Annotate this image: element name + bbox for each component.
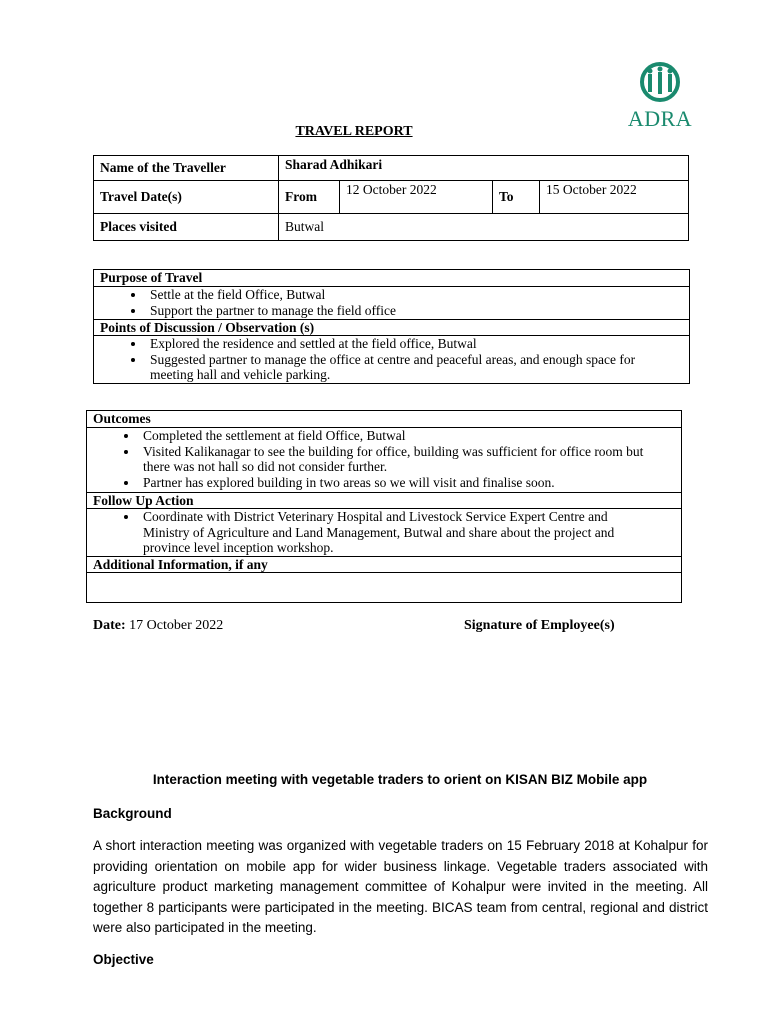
discussion-list-cell: [94, 336, 689, 384]
date-value: 17 October 2022: [129, 618, 224, 633]
adra-logo: [626, 62, 694, 132]
name-label: Name of the Traveller: [94, 156, 279, 181]
additional-value-cell: [87, 573, 681, 603]
adra-emblem-icon: [626, 62, 694, 106]
objective-heading: Objective: [93, 952, 154, 967]
page-title: TRAVEL REPORT: [295, 124, 413, 139]
background-heading: Background: [93, 806, 172, 821]
followup-heading: Follow Up Action: [87, 493, 681, 509]
followup-list-cell: [87, 509, 681, 557]
purpose-heading: Purpose of Travel: [94, 270, 689, 287]
background-paragraph: A short interaction meeting was organized with vegetable traders on 15 February 2018 at Kohalpur for providing orientation on mobile app for wider business linkage. Vegetable traders associated with agriculture product marketing management committee of Kohalpur were invited in the meeting. All together 8 participants were participated in the meeting. BICAS team from central, regional and district were also participated in the meeting.: [93, 838, 708, 935]
to-value: 15 October 2022: [540, 181, 689, 214]
traveller-table: [93, 155, 689, 241]
list-item: • Coordinate with District Veterinary Hospital and Livestock Service Expert Centre and Ministry of Agriculture and Land Management, Butwal and share about the project and province level inception workshop.: [139, 509, 681, 556]
list-item: • Settle at the field Office, Butwal: [146, 287, 689, 303]
name-value: Sharad Adhikari: [279, 156, 689, 181]
from-value: 12 October 2022: [340, 181, 493, 214]
list-item: • Partner has explored building in two areas so we will visit and finalise soon.: [139, 475, 681, 491]
date-label: Date:: [93, 618, 126, 633]
purpose-discussion-box: [93, 269, 690, 384]
purpose-list-cell: [94, 287, 689, 320]
report-date: [93, 618, 223, 634]
outcomes-heading: Outcomes: [87, 411, 681, 428]
purpose-list: [94, 287, 689, 318]
places-label: Places visited: [94, 214, 279, 241]
places-value: Butwal: [279, 214, 689, 241]
signature-label: Signature of Employee(s): [464, 618, 615, 633]
discussion-heading: Points of Discussion / Observation (s): [94, 320, 689, 336]
list-item: • Suggested partner to manage the office at centre and peaceful areas, and enough space for meeting hall and vehicle parking.: [146, 352, 689, 383]
logo-wordmark: ADRA: [627, 106, 693, 131]
list-item: • Explored the residence and settled at the field office, Butwal: [146, 336, 689, 352]
list-item: • Support the partner to manage the field office: [146, 303, 689, 319]
additional-heading: Additional Information, if any: [87, 557, 681, 573]
outcomes-box: [86, 410, 682, 603]
list-item: • Visited Kalikanagar to see the building for office, building was sufficient for office room but there was not hall so did not consider further.: [139, 444, 681, 475]
outcomes-list: [87, 428, 681, 490]
from-label: From: [279, 181, 340, 214]
discussion-list: [94, 336, 689, 383]
dates-label: Travel Date(s): [94, 181, 279, 214]
to-label: To: [493, 181, 540, 214]
outcomes-list-cell: [87, 428, 681, 493]
list-item: • Completed the settlement at field Office, Butwal: [139, 428, 681, 444]
meeting-title: Interaction meeting with vegetable traders to orient on KISAN BIZ Mobile app: [152, 772, 648, 787]
followup-list: [87, 509, 681, 556]
